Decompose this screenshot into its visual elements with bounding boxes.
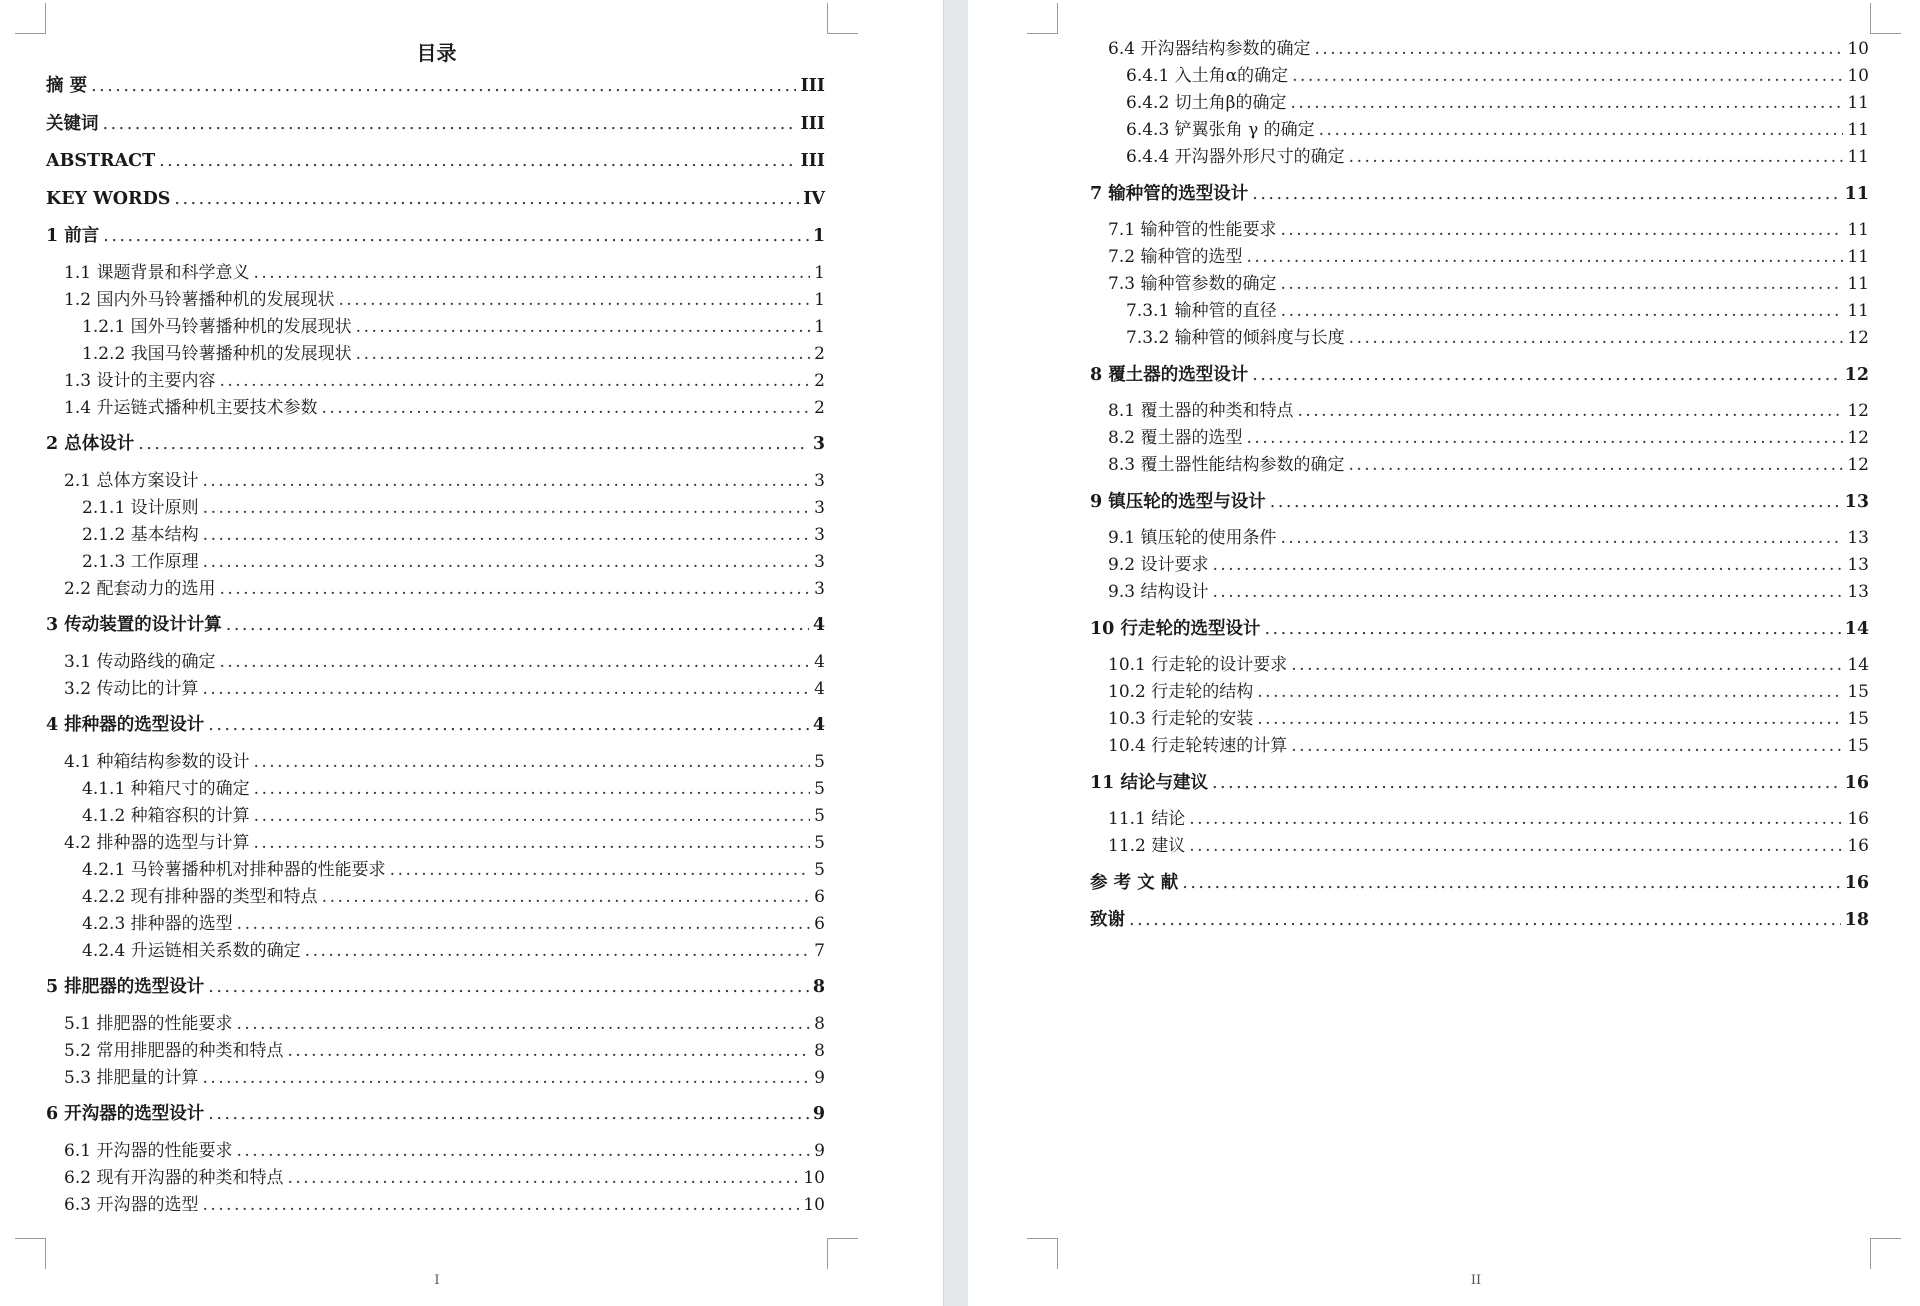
toc-entry-label: 2.1.3 工作原理	[82, 551, 199, 572]
toc-leader-dots	[1348, 454, 1843, 476]
toc-leader-dots	[1189, 808, 1843, 830]
toc-entry-label: 5.1 排肥器的性能要求	[64, 1013, 233, 1034]
toc-entry[interactable]	[1090, 835, 1869, 857]
toc-leader-dots	[174, 188, 799, 210]
toc-entry-label: 3.1 传动路线的确定	[64, 651, 216, 672]
toc-entry-label: 10.3 行走轮的安装	[1108, 709, 1254, 729]
toc-entry[interactable]	[46, 678, 825, 700]
toc-entry[interactable]	[1090, 808, 1869, 830]
toc-entry-label: 4.2.2 现有排种器的类型和特点	[82, 886, 318, 907]
crop-mark	[15, 1238, 46, 1269]
toc-entry-page: 1	[812, 226, 825, 246]
toc-entry-page: 12	[1847, 428, 1869, 448]
toc-leader-dots	[287, 1040, 810, 1062]
toc-entry-page: 11	[1847, 247, 1869, 267]
toc-entry-page: 4	[814, 651, 825, 672]
toc-leader-dots	[91, 75, 796, 97]
toc-leader-dots	[254, 805, 811, 827]
toc-entry-label: 5 排肥器的选型设计	[46, 977, 205, 997]
toc-entry-label: 7.1 输种管的性能要求	[1108, 220, 1277, 240]
toc-entry[interactable]	[1090, 909, 1869, 931]
toc-leader-dots	[321, 397, 810, 419]
toc-leader-dots	[103, 113, 797, 135]
toc-leader-dots	[1280, 273, 1843, 295]
toc-entry-label: 4.1.2 种箱容积的计算	[82, 805, 250, 826]
toc-entry-page: 16	[1847, 809, 1869, 829]
toc-leader-dots	[1189, 835, 1843, 857]
toc-leader-dots	[203, 551, 811, 573]
toc-entry-page: 10	[803, 1167, 825, 1188]
toc-entry[interactable]	[46, 778, 825, 800]
toc-entry-page: 5	[814, 805, 825, 826]
toc-entry-label: 8.1 覆土器的种类和特点	[1108, 401, 1294, 421]
toc-entry-page: 10	[1847, 39, 1869, 59]
crop-mark	[1870, 3, 1901, 34]
toc-entry-label: 3 传动装置的设计计算	[46, 615, 222, 635]
toc-entry[interactable]	[1090, 427, 1869, 449]
toc-entry-label: 3.2 传动比的计算	[64, 678, 199, 699]
toc-entry-page: 9	[812, 1104, 825, 1124]
toc-entry-page: 11	[1847, 274, 1869, 294]
toc-entry[interactable]	[46, 1194, 825, 1216]
toc-entry-page: 13	[1847, 582, 1869, 602]
toc-entry[interactable]	[46, 940, 825, 962]
toc-entry[interactable]	[46, 262, 825, 284]
toc-entry-page: 11	[1847, 93, 1869, 113]
toc-entry-label: 6.1 开沟器的性能要求	[64, 1140, 233, 1161]
toc-entry-page: 12	[1847, 328, 1869, 348]
toc-entry-label: 7.3 输种管参数的确定	[1108, 274, 1277, 294]
toc-entry[interactable]	[46, 1140, 825, 1162]
toc-entry-label: 9.1 镇压轮的使用条件	[1108, 528, 1277, 548]
toc-entry[interactable]	[46, 913, 825, 935]
toc-entry-label: 6.4.4 开沟器外形尺寸的确定	[1126, 147, 1345, 167]
crop-mark	[1870, 1238, 1901, 1269]
toc-entry[interactable]	[46, 370, 825, 392]
toc-leader-dots	[1314, 38, 1843, 60]
toc-leader-dots	[219, 578, 810, 600]
toc-entry-page: 14	[1844, 618, 1869, 639]
toc-entry[interactable]	[46, 651, 825, 673]
toc-entry-page: 3	[814, 497, 825, 518]
toc-entry-label: ABSTRACT	[46, 151, 156, 171]
toc-leader-dots	[1270, 491, 1841, 513]
toc-entry[interactable]	[1090, 872, 1869, 894]
toc-entry-label: 9.3 结构设计	[1108, 582, 1209, 602]
crop-mark	[1027, 1238, 1058, 1269]
toc-leader-dots	[1280, 527, 1843, 549]
toc-leader-dots	[202, 1194, 799, 1216]
toc-title: 目录	[416, 41, 457, 65]
toc-entry[interactable]	[46, 75, 825, 97]
toc-entry[interactable]	[46, 316, 825, 338]
toc-entry-page: 9	[814, 1140, 825, 1161]
toc-entry-page: 1	[814, 289, 825, 310]
toc-leader-dots	[202, 1067, 810, 1089]
toc-entry[interactable]	[1090, 92, 1869, 114]
toc-entry[interactable]	[1090, 618, 1869, 640]
toc-entry[interactable]	[1090, 65, 1869, 87]
toc-entry[interactable]	[46, 225, 825, 247]
toc-leader-dots	[1264, 618, 1840, 640]
toc-entry-label: 2.1.1 设计原则	[82, 497, 199, 518]
toc-entry[interactable]	[1090, 581, 1869, 603]
toc-entry-label: 6 开沟器的选型设计	[46, 1104, 205, 1124]
toc-entry-label: 5.2 常用排肥器的种类和特点	[64, 1040, 284, 1061]
toc-entry[interactable]	[46, 1167, 825, 1189]
toc-entry[interactable]	[46, 289, 825, 311]
toc-leader-dots	[203, 497, 811, 519]
toc-entry[interactable]	[46, 188, 825, 210]
toc-entry-page: 9	[814, 1067, 825, 1088]
toc-entry-page: 12	[1847, 401, 1869, 421]
toc-entry-label: 2.1 总体方案设计	[64, 470, 199, 491]
toc-leader-dots	[1291, 92, 1844, 114]
crop-mark	[827, 3, 858, 34]
toc-entry-label: 7 输种管的选型设计	[1090, 183, 1249, 204]
toc-entry-label: KEY WORDS	[46, 188, 171, 209]
toc-entry[interactable]	[1090, 300, 1869, 322]
page-gutter	[943, 0, 969, 1306]
toc-entry-page: 11	[1847, 147, 1869, 167]
toc-entry-label: 1 前言	[46, 226, 100, 246]
toc-entry[interactable]	[46, 578, 825, 600]
toc-entry-label: 7.3.2 输种管的倾斜度与长度	[1126, 328, 1345, 348]
toc-entry-page: 11	[1847, 301, 1869, 321]
toc-entry-page: 15	[1847, 736, 1869, 756]
toc-leader-dots	[253, 751, 810, 773]
toc-entry-page: 3	[812, 434, 825, 454]
toc-leader-dots	[1246, 427, 1843, 449]
toc-entry[interactable]	[46, 886, 825, 908]
toc-entry-label: 4.1 种箱结构参数的设计	[64, 751, 250, 772]
toc-entry-page: 5	[814, 859, 825, 880]
toc-leader-dots	[203, 524, 811, 546]
toc-entry-label: 6.4.2 切土角β的确定	[1126, 93, 1287, 113]
toc-entry[interactable]	[1090, 364, 1869, 386]
toc-entry[interactable]	[46, 1103, 825, 1125]
toc-entry[interactable]	[1090, 681, 1869, 703]
toc-leader-dots	[1252, 364, 1840, 386]
toc-entry-label: 摘 要	[46, 76, 88, 96]
toc-entry-page: 16	[1844, 872, 1869, 893]
toc-entry[interactable]	[1090, 708, 1869, 730]
toc-entry-label: 11 结论与建议	[1090, 772, 1208, 793]
toc-entry-page: 12	[1844, 364, 1869, 385]
toc-entry-label: 5.3 排肥量的计算	[64, 1067, 199, 1088]
toc-entry[interactable]	[1090, 735, 1869, 757]
toc-entry-page: 16	[1847, 836, 1869, 856]
crop-mark	[15, 3, 46, 34]
toc-leader-dots	[1129, 909, 1841, 931]
toc-leader-dots	[138, 433, 809, 455]
toc-entry-label: 1.2 国内外马铃薯播种机的发展现状	[64, 289, 335, 310]
crop-mark	[1027, 3, 1058, 34]
toc-entry-label: 参 考 文 献	[1090, 872, 1179, 893]
toc-entry-page: 3	[814, 551, 825, 572]
toc-entry[interactable]	[46, 805, 825, 827]
toc-leader-dots	[1297, 400, 1843, 422]
toc-leader-dots	[1281, 300, 1844, 322]
toc-entry-page: 11	[1847, 220, 1869, 240]
toc-entry-label: 8.3 覆土器性能结构参数的确定	[1108, 455, 1345, 475]
toc-entry[interactable]	[46, 497, 825, 519]
toc-entry-page: 15	[1847, 682, 1869, 702]
toc-entry-page: 5	[814, 778, 825, 799]
toc-entry[interactable]	[1090, 183, 1869, 205]
toc-entry-label: 8 覆土器的选型设计	[1090, 364, 1249, 385]
toc-entry-label: 11.2 建议	[1108, 836, 1186, 856]
toc-entry[interactable]	[1090, 38, 1869, 60]
toc-leader-dots	[1257, 708, 1843, 730]
toc-entry-page: 13	[1847, 555, 1869, 575]
toc-entry[interactable]	[46, 150, 825, 172]
toc-entry-page: 18	[1844, 910, 1869, 930]
toc-entry-label: 6.4.3 铲翼张角 γ 的确定	[1126, 120, 1315, 140]
toc-entry-label: 10.2 行走轮的结构	[1108, 682, 1254, 702]
toc-leader-dots	[390, 859, 811, 881]
toc-entry-page: 4	[812, 715, 825, 735]
toc-entry-label: 9 镇压轮的选型与设计	[1090, 491, 1266, 512]
toc-entry-label: 1.2.1 国外马铃薯播种机的发展现状	[82, 316, 352, 337]
toc-entry[interactable]	[46, 551, 825, 573]
toc-entry[interactable]	[46, 524, 825, 546]
document-page-right	[968, 0, 1920, 1306]
toc-leader-dots	[1182, 872, 1840, 894]
toc-entry-label: 6.2 现有开沟器的种类和特点	[64, 1167, 284, 1188]
toc-entry-label: 4.2 排种器的选型与计算	[64, 832, 250, 853]
toc-entry-label: 致谢	[1090, 910, 1125, 930]
toc-entry-page: 7	[814, 940, 825, 961]
toc-entry-label: 10 行走轮的选型设计	[1090, 618, 1261, 639]
toc-leader-dots	[219, 651, 810, 673]
toc-entry[interactable]	[46, 714, 825, 736]
toc-leader-dots	[202, 678, 810, 700]
toc-entry-label: 2 总体设计	[46, 434, 135, 454]
toc-entry[interactable]	[1090, 772, 1869, 794]
toc-leader-dots	[1349, 327, 1844, 349]
toc-entry-label: 1.3 设计的主要内容	[64, 370, 216, 391]
toc-entry-label: 6.4.1 入土角α的确定	[1126, 66, 1289, 86]
toc-entry-label: 6.3 开沟器的选型	[64, 1194, 199, 1215]
toc-leader-dots	[1292, 65, 1843, 87]
toc-leader-dots	[1252, 183, 1840, 205]
toc-entry[interactable]	[46, 470, 825, 492]
toc-entry-page: 10	[1847, 66, 1869, 86]
toc-entry-page: 5	[814, 751, 825, 772]
toc-leader-dots	[1291, 735, 1843, 757]
toc-entry-page: 11	[1847, 120, 1869, 140]
toc-entry[interactable]	[46, 343, 825, 365]
toc-entry[interactable]	[1090, 327, 1869, 349]
toc-entry[interactable]	[1090, 554, 1869, 576]
toc-entry-label: 2.1.2 基本结构	[82, 524, 199, 545]
toc-entry-page: 12	[1847, 455, 1869, 475]
toc-entry[interactable]	[1090, 491, 1869, 513]
toc-leader-dots	[219, 370, 810, 392]
toc-entry-label: 关键词	[46, 113, 99, 134]
toc-leader-dots	[1280, 219, 1843, 241]
toc-leader-dots	[287, 1167, 799, 1189]
toc-entry[interactable]	[1090, 146, 1869, 168]
toc-leader-dots	[253, 262, 810, 284]
toc-leader-dots	[208, 976, 809, 998]
toc-entry-page: III	[800, 113, 825, 134]
toc-entry-page: 3	[814, 470, 825, 491]
toc-entry[interactable]	[1090, 527, 1869, 549]
toc-leader-dots	[305, 940, 811, 962]
toc-entry-page: 3	[814, 578, 825, 599]
toc-leader-dots	[1349, 146, 1844, 168]
toc-leader-dots	[254, 778, 811, 800]
toc-entry-label: 7.3.1 输种管的直径	[1126, 301, 1277, 321]
toc-leader-dots	[202, 470, 810, 492]
toc-entry[interactable]	[1090, 654, 1869, 676]
toc-entry-page: 3	[814, 524, 825, 545]
crop-mark	[827, 1238, 858, 1269]
toc-entry-label: 7.2 输种管的选型	[1108, 247, 1243, 267]
toc-entry-page: 14	[1847, 655, 1869, 675]
toc-entry[interactable]	[46, 397, 825, 419]
toc-entry-label: 1.2.2 我国马铃薯播种机的发展现状	[82, 343, 352, 364]
toc-entry[interactable]	[46, 433, 825, 455]
toc-entry-label: 6.4 开沟器结构参数的确定	[1108, 39, 1311, 59]
toc-entry[interactable]	[46, 751, 825, 773]
toc-entry-page: 2	[814, 397, 825, 418]
toc-entry-page: 13	[1847, 528, 1869, 548]
toc-leader-dots	[356, 316, 811, 338]
page-number-left: I	[434, 1273, 440, 1288]
toc-entry[interactable]	[1090, 219, 1869, 241]
toc-entry-page: 16	[1844, 772, 1869, 793]
toc-entry-label: 4.2.3 排种器的选型	[82, 913, 233, 934]
toc-entry-label: 10.1 行走轮的设计要求	[1108, 655, 1288, 675]
toc-entry[interactable]	[1090, 273, 1869, 295]
toc-entry-label: 11.1 结论	[1108, 809, 1186, 829]
toc-entry-page: 2	[814, 343, 825, 364]
toc-entry-page: 13	[1844, 491, 1869, 512]
toc-entry[interactable]	[1090, 400, 1869, 422]
toc-entry-page: 11	[1844, 183, 1869, 204]
toc-entry-page: 8	[814, 1013, 825, 1034]
toc-leader-dots	[1291, 654, 1843, 676]
toc-leader-dots	[226, 614, 809, 636]
toc-leader-dots	[356, 343, 811, 365]
toc-entry-page: 1	[814, 262, 825, 283]
toc-entry-page: III	[800, 151, 825, 171]
toc-entry-label: 4.2.1 马铃薯播种机对排种器的性能要求	[82, 859, 386, 880]
toc-leader-dots	[208, 714, 809, 736]
toc-entry-page: 4	[814, 678, 825, 699]
toc-entry[interactable]	[46, 1013, 825, 1035]
toc-leader-dots	[236, 1013, 810, 1035]
toc-entry-page: 8	[812, 977, 825, 997]
toc-entry[interactable]	[46, 832, 825, 854]
toc-entry-page: 8	[814, 1040, 825, 1061]
toc-entry-page: 5	[814, 832, 825, 853]
toc-leader-dots	[1212, 581, 1843, 603]
toc-entry-label: 4.2.4 升运链相关系数的确定	[82, 940, 301, 961]
toc-entry-page: IV	[803, 188, 825, 209]
toc-entry-label: 8.2 覆土器的选型	[1108, 428, 1243, 448]
toc-entry[interactable]	[46, 859, 825, 881]
toc-leader-dots	[1246, 246, 1843, 268]
toc-entry-page: 1	[814, 316, 825, 337]
toc-entry[interactable]	[1090, 246, 1869, 268]
toc-entry-page: 4	[812, 615, 825, 635]
toc-leader-dots	[322, 886, 811, 908]
toc-entry[interactable]	[46, 1040, 825, 1062]
toc-leader-dots	[159, 150, 796, 172]
toc-entry-page: 10	[803, 1194, 825, 1215]
toc-leader-dots	[236, 1140, 810, 1162]
toc-entry-page: 6	[814, 913, 825, 934]
toc-entry-page: 15	[1847, 709, 1869, 729]
toc-leader-dots	[1257, 681, 1843, 703]
toc-entry[interactable]	[46, 113, 825, 135]
toc-entry-page: 6	[814, 886, 825, 907]
toc-entry-page: III	[800, 76, 825, 96]
toc-entry-label: 4 排种器的选型设计	[46, 715, 205, 735]
toc-leader-dots	[103, 225, 809, 247]
document-page-left	[0, 0, 943, 1306]
toc-entry-label: 9.2 设计要求	[1108, 555, 1209, 575]
toc-leader-dots	[253, 832, 810, 854]
toc-entry-label: 1.4 升运链式播种机主要技术参数	[64, 397, 318, 418]
toc-leader-dots	[208, 1103, 809, 1125]
toc-leader-dots	[1319, 119, 1844, 141]
toc-entry[interactable]	[46, 1067, 825, 1089]
page-number-right: II	[1470, 1273, 1482, 1288]
toc-entry-label: 1.1 课题背景和科学意义	[64, 262, 250, 283]
toc-leader-dots	[338, 289, 810, 311]
toc-leader-dots	[1212, 554, 1843, 576]
toc-entry-page: 2	[814, 370, 825, 391]
toc-entry-label: 4.1.1 种箱尺寸的确定	[82, 778, 250, 799]
toc-leader-dots	[237, 913, 811, 935]
toc-entry-label: 2.2 配套动力的选用	[64, 578, 216, 599]
toc-entry[interactable]	[1090, 454, 1869, 476]
toc-entry[interactable]	[1090, 119, 1869, 141]
toc-leader-dots	[1212, 772, 1841, 794]
toc-entry[interactable]	[46, 976, 825, 998]
toc-entry[interactable]	[46, 614, 825, 636]
toc-entry-label: 10.4 行走轮转速的计算	[1108, 736, 1288, 756]
